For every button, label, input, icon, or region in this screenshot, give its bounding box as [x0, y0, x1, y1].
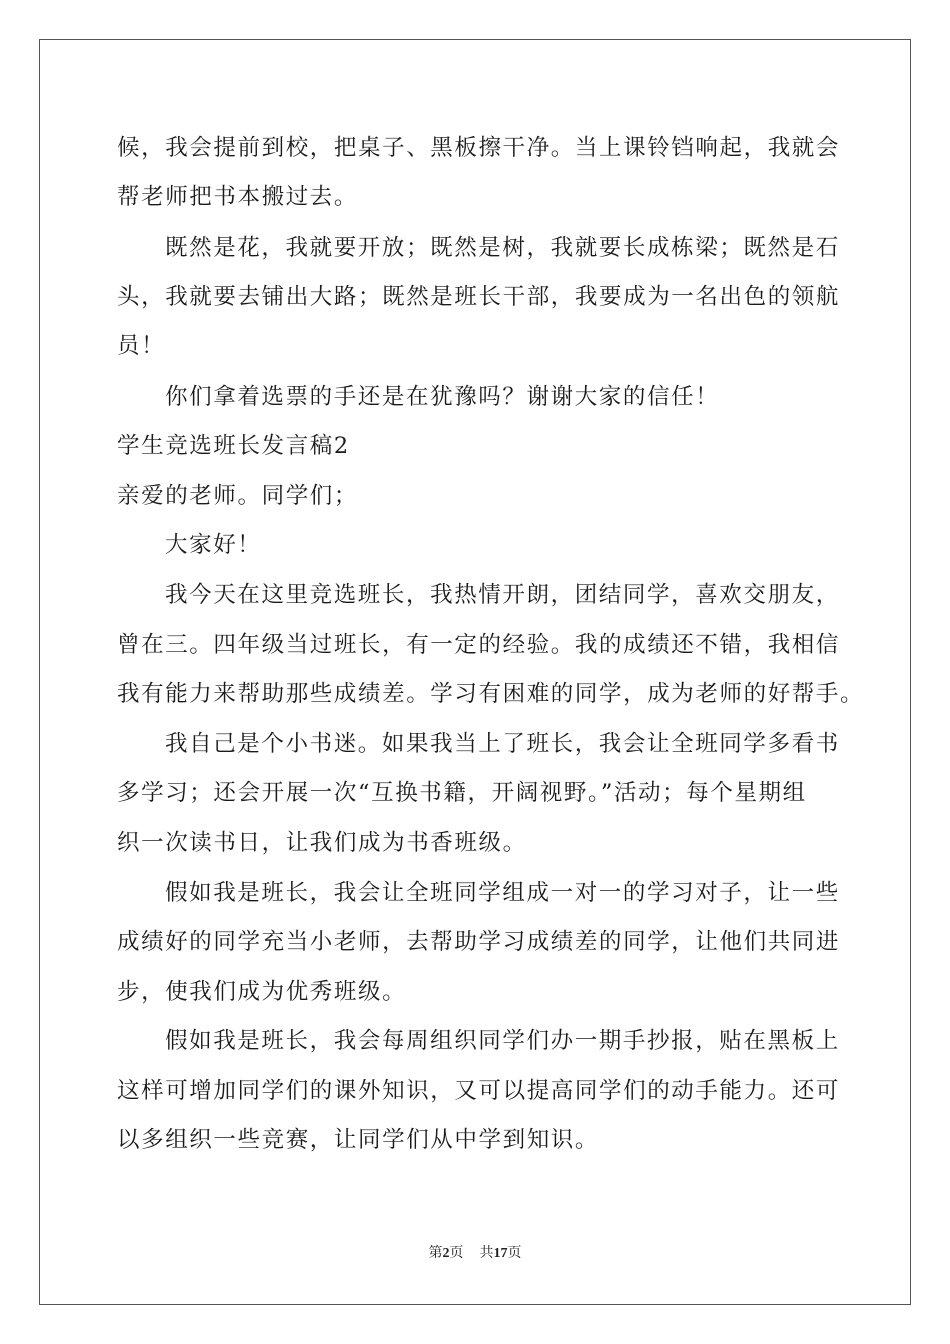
page-prefix: 第	[428, 1246, 443, 1261]
paragraph-start: 我今天在这里竞选班长，我热情开朗，团结同学，喜欢交朋友，	[165, 582, 840, 608]
text-line: 我有能力来帮助那些成绩差。学习有困难的同学，成为老师的好帮手。	[117, 681, 865, 707]
total-prefix: 共	[479, 1246, 494, 1261]
paragraph-start: 假如我是班长，我会每周组织同学们办一期手抄报，贴在黑板上	[165, 1028, 840, 1054]
page-footer	[0, 1245, 950, 1263]
paragraph-start: 我自己是个小书迷。如果我当上了班长，我会让全班同学多看书	[165, 731, 840, 757]
salutation: 亲爱的老师。同学们；	[117, 483, 359, 509]
paragraph-start: 既然是花，我就要开放；既然是树，我就要长成栋梁；既然是石	[165, 235, 840, 261]
page-suffix: 页	[449, 1246, 464, 1261]
page-current: 2	[442, 1246, 450, 1261]
greeting: 大家好！	[165, 532, 262, 558]
text-line: 这样可增加同学们的课外知识，又可以提高同学们的动手能力。还可	[117, 1078, 841, 1104]
paragraph-start: 你们拿着选票的手还是在犹豫吗？谢谢大家的信任！	[165, 384, 720, 410]
page-total: 17	[493, 1246, 508, 1261]
text-line: 员！	[117, 333, 166, 359]
text-line: 头，我就要去铺出大路；既然是班长干部，我要成为一名出色的领航	[117, 284, 841, 310]
text-line: 帮老师把书本搬过去。	[117, 184, 359, 210]
total-suffix: 页	[507, 1246, 522, 1261]
text-line: 成绩好的同学充当小老师，去帮助学习成绩差的同学，让他们共同进	[117, 929, 841, 955]
section-title: 学生竞选班长发言稿2	[117, 433, 350, 459]
text-line: 织一次读书日，让我们成为书香班级。	[117, 830, 527, 856]
text-line: 候，我会提前到校，把桌子、黑板擦干净。当上课铃铛响起，我就会	[117, 135, 841, 161]
text-line: 以多组织一些竞赛，让同学们从中学到知识。	[117, 1127, 600, 1153]
text-line: 多学习；还会开展一次“互换书籍，开阔视野。”活动；每个星期组	[117, 780, 807, 806]
paragraph-start: 假如我是班长，我会让全班同学组成一对一的学习对子，让一些	[165, 880, 840, 906]
text-line: 曾在三。四年级当过班长，有一定的经验。我的成绩还不错，我相信	[117, 632, 841, 658]
text-line: 步，使我们成为优秀班级。	[117, 979, 407, 1005]
